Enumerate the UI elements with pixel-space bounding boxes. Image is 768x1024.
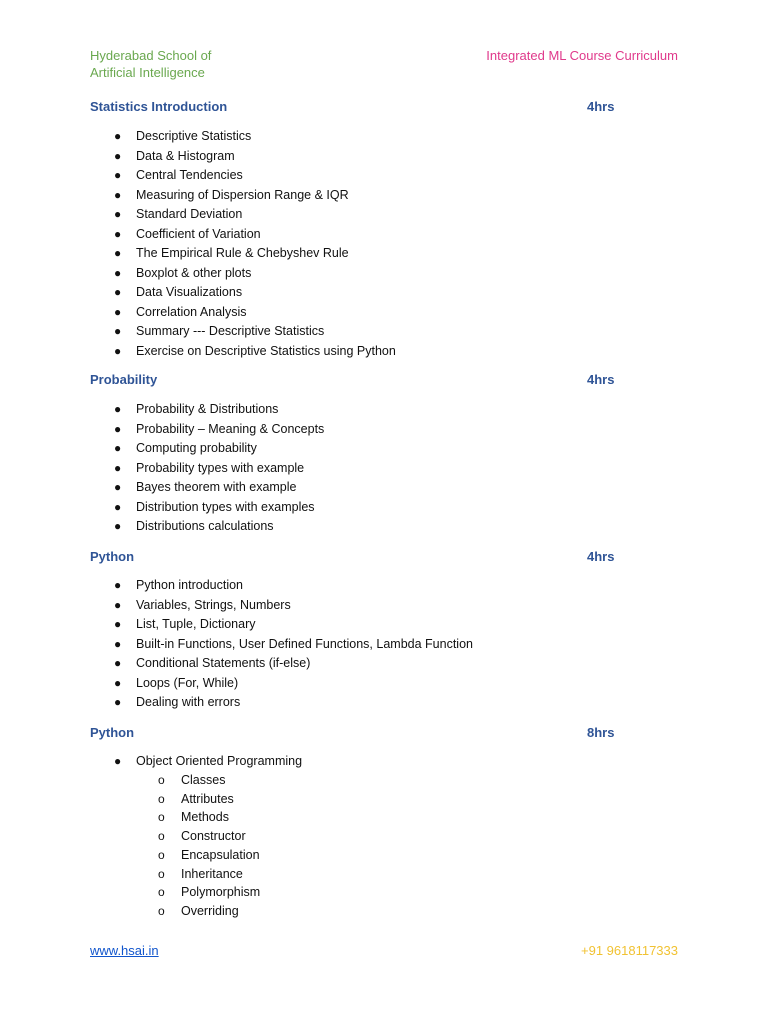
bullet-icon: ● [114,754,122,768]
sub-list-item: o Overriding [90,902,260,921]
bullet-icon: ● [114,304,122,319]
bullet-icon: ● [114,402,122,416]
list-item: ● Coefficient of Variation [90,225,396,245]
bullet-icon: ● [114,343,122,358]
bullet-icon: ● [114,246,122,260]
list-item: ● Probability & Distributions [90,400,324,420]
document-title: Integrated ML Course Curriculum [486,48,678,63]
bullet-icon: ● [114,519,122,533]
bullet-icon: ● [114,265,122,280]
section-probability [90,371,630,533]
hollow-bullet-icon: o [158,773,165,787]
hollow-bullet-icon: o [158,885,165,900]
bullet-icon: ● [114,324,122,338]
hollow-bullet-icon: o [158,866,165,881]
bullet-icon: ● [114,421,122,436]
sub-list-item: o Encapsulation [90,846,260,865]
list-item: ● Probability – Meaning & Concepts [90,420,324,440]
list-item: ● Central Tendencies [90,166,396,186]
list-item: ● List, Tuple, Dictionary [90,615,473,635]
bullet-icon: ● [114,285,122,299]
list-item: ● Loops (For, While) [90,674,473,694]
section-heading [90,371,630,389]
list-item: ● Distribution types with examples [90,498,324,518]
topic-list [90,752,302,772]
list-item: ● Probability types with example [90,459,324,479]
section-title: Probability [90,372,158,387]
list-item: ● Data Visualizations [90,283,396,303]
sub-list-item: o Constructor [90,827,260,846]
list-item: ● Dealing with errors [90,693,473,713]
org-name-line2: Artificial Intelligence [90,65,205,80]
section-hours: 4hrs [587,99,615,114]
list-item: ● Measuring of Dispersion Range & IQR [90,186,396,206]
topic-list [90,127,396,361]
bullet-icon: ● [114,441,122,455]
phone-number: +91 9618117333 [581,943,678,958]
list-item: ● Conditional Statements (if-else) [90,654,473,674]
hollow-bullet-icon: o [158,903,165,918]
sub-list-item: o Inheritance [90,865,260,884]
list-item: ● Boxplot & other plots [90,264,396,284]
list-item: ● Variables, Strings, Numbers [90,596,473,616]
bullet-icon: ● [114,617,122,631]
bullet-icon: ● [114,636,122,651]
list-item: ● Descriptive Statistics [90,127,396,147]
hollow-bullet-icon: o [158,829,165,844]
section-hours: 4hrs [587,372,615,387]
section-hours: 8hrs [587,725,615,740]
bullet-icon: ● [114,148,122,163]
bullet-icon: ● [114,460,122,475]
bullet-icon: ● [114,656,122,670]
bullet-icon: ● [114,480,122,494]
section-heading [90,98,630,116]
list-item: ● Standard Deviation [90,205,396,225]
bullet-icon: ● [114,207,122,221]
sub-list-item: o Attributes [90,790,260,809]
bullet-icon: ● [114,499,122,514]
topic-list [90,576,473,713]
list-item: ● Data & Histogram [90,147,396,167]
list-item: ● Correlation Analysis [90,303,396,323]
bullet-icon: ● [114,129,122,143]
list-item: ● Bayes theorem with example [90,478,324,498]
section-python-oop [90,724,630,918]
list-item: ● Exercise on Descriptive Statistics using Python [90,342,396,362]
list-item: ● Built-in Functions, User Defined Functions, Lambda Function [90,635,473,655]
list-item: ● Object Oriented Programming [90,752,302,772]
bullet-icon: ● [114,597,122,612]
list-item: ● The Empirical Rule & Chebyshev Rule [90,244,396,264]
section-statistics-introduction [90,98,630,358]
section-hours: 4hrs [587,549,615,564]
sub-list-item: o Polymorphism [90,883,260,902]
bullet-icon: ● [114,578,122,592]
website-link[interactable]: www.hsai.in [90,943,159,958]
section-python-basics [90,548,630,709]
hollow-bullet-icon: o [158,791,165,806]
bullet-icon: ● [114,695,122,709]
topic-list [90,400,324,537]
section-heading [90,548,630,566]
section-title: Python [90,725,135,740]
sub-list-item: o Methods [90,808,260,827]
hollow-bullet-icon: o [158,847,165,862]
list-item: ● Distributions calculations [90,517,324,537]
org-name [90,47,211,81]
sub-list-item: o Classes [90,771,260,790]
section-title: Python [90,549,135,564]
section-heading [90,724,630,742]
bullet-icon: ● [114,675,122,690]
subtopic-list [90,771,260,921]
list-item: ● Summary --- Descriptive Statistics [90,322,396,342]
list-item: ● Computing probability [90,439,324,459]
section-title: Statistics Introduction [90,99,228,114]
bullet-icon: ● [114,226,122,241]
bullet-icon: ● [114,168,122,182]
hollow-bullet-icon: o [158,810,165,825]
list-item: ● Python introduction [90,576,473,596]
bullet-icon: ● [114,187,122,202]
org-name-line1: Hyderabad School of [90,48,212,63]
